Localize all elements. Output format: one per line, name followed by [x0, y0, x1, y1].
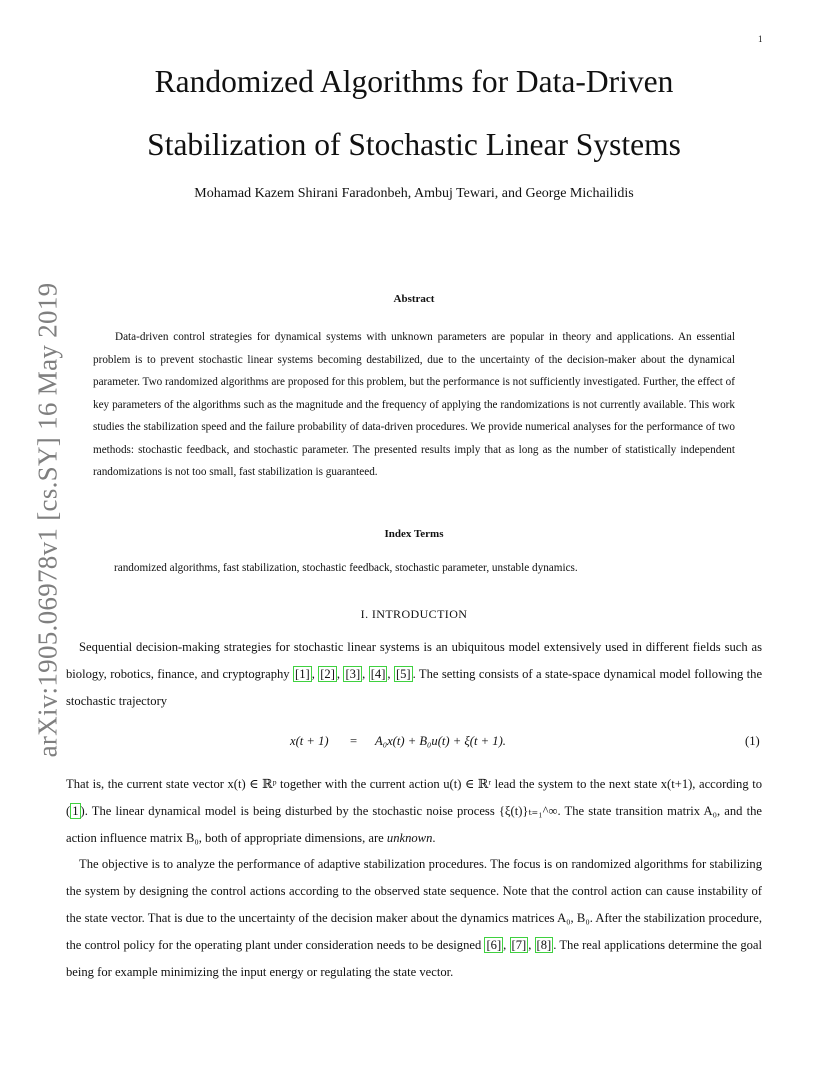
paper-title-line-2: Stabilization of Stochastic Linear Systems	[147, 127, 681, 162]
intro-paragraph-2: That is, the current state vector x(t) ∈ ℝᵖ together with the current action u(t) ∈ ℝʳ lead the system to the next state x(t+1), according to ( 1 ). The linear dynamical model is being disturbed by the stochastic noise process {ξ(t)}ₜ₌₁^∞. The state transition matrix A₀, and the action influence matrix B₀, both of appropriate dimensions, are unknown.	[66, 777, 762, 845]
authors: Mohamad Kazem Shirani Faradonbeh, Ambuj Tewari, and George Michailidis	[194, 186, 634, 201]
citation-4[interactable]: [4]	[370, 667, 386, 681]
index-terms-body: randomized algorithms, fast stabilization, stochastic feedback, stochastic parameter, unstable dynamics.	[114, 562, 578, 574]
abstract-body: Data-driven control strategies for dynamical systems with unknown parameters are popular in theory and applications. An essential problem is to prevent stochastic linear systems becoming destabilized, due to the uncertainty of the decision-maker about the dynamical parameter. Two randomized algorithms are proposed for this problem, but the performance is not sufficiently investigated. Further, the effect of key parameters of the algorithms such as the magnitude and the frequency of applying the randomizations is not currently available. This work studies the stabilization speed and the failure probability of data-driven procedures. We provide numerical analyses for the performance of two methods: stochastic feedback, and stochastic parameter. The presented results imply that as long as the number of statistically independent randomizations is not too small, fast stabilization is guaranteed.	[93, 331, 735, 478]
page-number: 1	[758, 34, 763, 44]
arxiv-stamp: arXiv:1905.06978v1 [cs.SY] 16 May 2019	[32, 282, 63, 758]
intro-paragraph-1: Sequential decision-making strategies for stochastic linear systems is an ubiquitous model extensively used in different fields such as biology, robotics, finance, and cryptography [1] , [2] , [3] , [4] , [5] . The setting consists of a state-space dynamical model following the stochastic trajectory	[66, 640, 763, 708]
abstract-heading: Abstract	[393, 293, 435, 305]
intro-paragraph-3: The objective is to analyze the performance of adaptive stabilization procedures. The focus is on randomized algorithms for stabilizing the system by designing the control actions according to the observed state sequence. Note that the control action can cause instability of the state vector. That is due to the uncertainty of the decision maker about the dynamics matrices A₀, B₀. After the stabilization procedure, the control policy for the operating plant under consideration needs to be designed [6] , [7] , [8] . The real applications determine the goal being for example minimizing the input energy or regulating the state vector.	[66, 857, 763, 979]
citation-8[interactable]: [8]	[536, 938, 552, 952]
intro-p2-text-mid: ). The linear dynamical model is being disturbed by the stochastic noise process {ξ(t)}ₜ₌₁^∞. The state transition matrix A₀, and the action influence matrix B₀, both of appropriate dimensions, are	[66, 804, 762, 845]
equation-reference[interactable]: 1	[72, 804, 79, 818]
intro-p1-text-end: . The setting consists of a state-space dynamical model following the stochastic trajectory	[66, 667, 763, 708]
citation-5[interactable]: [5]	[395, 667, 411, 681]
equation-number: (1)	[745, 734, 760, 748]
index-terms-heading: Index Terms	[384, 528, 444, 540]
citation-3[interactable]: [3]	[345, 667, 361, 681]
paper-title-line-1: Randomized Algorithms for Data-Driven	[154, 64, 674, 99]
emphasis-unknown: unknown	[386, 831, 433, 845]
equation-lhs: x(t + 1)	[290, 734, 329, 748]
citation-1[interactable]: [1]	[295, 667, 310, 681]
intro-p1-text: Sequential decision-making strategies for stochastic linear systems is an ubiquitous model extensively used in different fields such as biology, robotics, finance, and cryptography	[66, 640, 762, 681]
intro-p3-text-end: . The real applications determine the goal being for example minimizing the input energy or regulating the state vector.	[66, 938, 763, 979]
intro-p2-text: That is, the current state vector x(t) ∈ ℝᵖ together with the current action u(t) ∈ ℝʳ lead the system to the next state x(t+1), according to (	[66, 777, 762, 818]
citation-6[interactable]: [6]	[486, 938, 502, 952]
equation-relation: =	[350, 734, 358, 748]
citation-7[interactable]: [7]	[511, 938, 527, 952]
equation-rhs: A₀x(t) + B₀u(t) + ξ(t + 1).	[375, 734, 506, 748]
citation-2[interactable]: [2]	[320, 667, 335, 681]
introduction-heading: I. INTRODUCTION	[360, 607, 468, 621]
equation-1	[0, 734, 828, 754]
intro-p3-text: The objective is to analyze the performance of adaptive stabilization procedures. The focus is on randomized algorithms for stabilizing the system by designing the control actions according to the observed state sequence. Note that the control action can cause instability of the state vector. That is due to the uncertainty of the decision maker about the dynamics matrices A₀, B₀. After the stabilization procedure, the control policy for the operating plant under consideration needs to be designed	[66, 857, 762, 952]
